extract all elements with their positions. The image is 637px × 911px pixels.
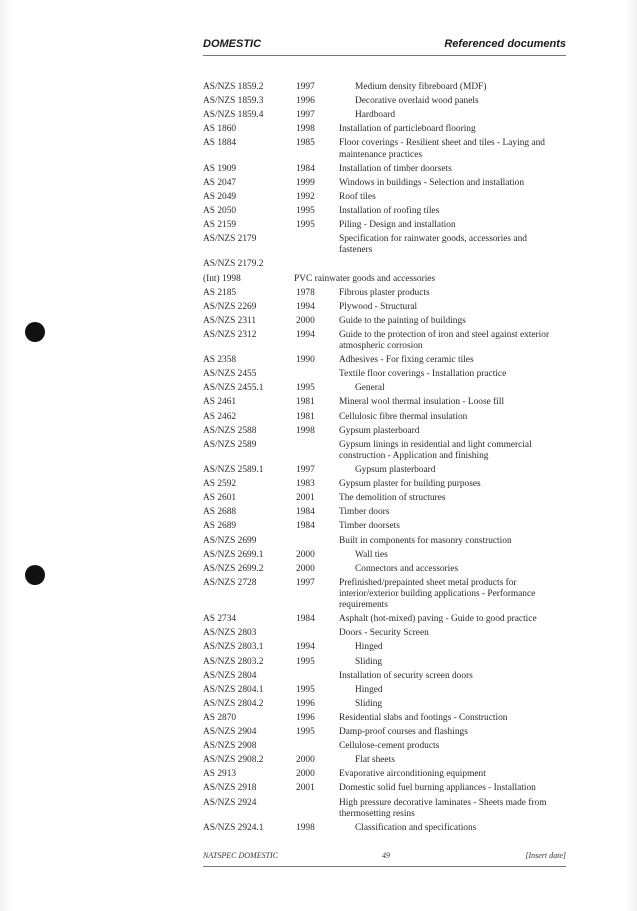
page-footer xyxy=(203,851,566,863)
document-year: 1984 xyxy=(296,163,315,174)
document-code: AS 1909 xyxy=(203,163,237,174)
document-code: AS/NZS 2803.1 xyxy=(203,642,264,653)
document-code: AS 2049 xyxy=(203,191,237,202)
document-entry xyxy=(203,355,573,366)
document-title: Residential slabs and footings - Construction xyxy=(339,712,508,723)
document-title: Built in components for masonry construction xyxy=(339,535,512,546)
document-year: 1981 xyxy=(296,411,315,422)
document-title: Adhesives - For fixing ceramic tiles xyxy=(339,355,474,366)
footer-date: [Insert date] xyxy=(525,851,566,860)
document-entry xyxy=(203,82,573,93)
document-entry xyxy=(203,220,573,231)
document-code: AS/NZS 2699.2 xyxy=(203,563,264,574)
document-code: AS/NZS 2699 xyxy=(203,535,257,546)
document-year: 1995 xyxy=(296,205,315,216)
document-entry xyxy=(203,412,573,423)
document-year: 1997 xyxy=(296,465,315,476)
document-title: Timber doorsets xyxy=(339,521,400,532)
document-entry xyxy=(203,671,573,682)
document-code: AS/NZS 2312 xyxy=(203,329,257,340)
document-entry xyxy=(203,288,573,299)
document-entry xyxy=(203,369,573,380)
document-entry xyxy=(203,727,573,738)
document-code: AS/NZS 2179 xyxy=(203,234,257,245)
document-code: AS/NZS 2311 xyxy=(203,315,257,326)
document-year: 1996 xyxy=(296,712,315,723)
document-title: Installation of particleboard flooring xyxy=(339,124,476,135)
document-title: Flat sheets xyxy=(355,755,395,766)
document-year: 1998 xyxy=(296,124,315,135)
document-entry xyxy=(203,521,573,532)
document-entry xyxy=(203,783,573,794)
document-code: AS 2688 xyxy=(203,507,237,518)
document-code: AS/NZS 2908.2 xyxy=(203,755,264,766)
document-title: Domestic solid fuel burning appliances - Installation xyxy=(339,783,536,794)
document-year: 2000 xyxy=(296,315,315,326)
document-year: 1992 xyxy=(296,191,315,202)
document-title: Plywood - Structural xyxy=(339,301,418,312)
document-entry xyxy=(203,192,573,203)
document-year: 1984 xyxy=(296,507,315,518)
document-entry xyxy=(203,823,573,834)
document-entry xyxy=(203,642,573,653)
document-year: 2000 xyxy=(296,549,315,560)
document-title: Wall ties xyxy=(355,549,388,560)
document-title: PVC rainwater goods and accessories xyxy=(294,273,436,284)
document-entry xyxy=(203,507,573,518)
document-code: AS/NZS 1859.4 xyxy=(203,110,264,121)
document-title: Connectors and accessories xyxy=(355,563,459,574)
document-entry xyxy=(203,178,573,189)
document-code: AS 2734 xyxy=(203,614,237,625)
document-title: Installation of security screen doors xyxy=(339,670,473,681)
document-title: Asphalt (hot-mixed) paving - Guide to good practice xyxy=(339,614,537,625)
document-code: AS/NZS 2803.2 xyxy=(203,656,264,667)
document-year: 2000 xyxy=(296,769,315,780)
document-title: Cellulosic fibre thermal insulation xyxy=(339,411,468,422)
punch-hole-top xyxy=(25,322,45,342)
document-code: AS 2358 xyxy=(203,355,237,366)
document-year: 1998 xyxy=(296,822,315,833)
document-year: 1983 xyxy=(296,479,315,490)
document-title: Gypsum plaster for building purposes xyxy=(339,479,481,490)
document-year: 1995 xyxy=(296,684,315,695)
document-title: General xyxy=(355,383,385,394)
document-code: AS/NZS 2804.1 xyxy=(203,684,264,695)
document-code: AS/NZS 2455.1 xyxy=(203,383,264,394)
document-title: Guide to the protection of iron and steel against exterior atmospheric corrosion xyxy=(339,329,550,352)
punch-hole-bottom xyxy=(25,565,45,585)
document-code: AS/NZS 2918 xyxy=(203,783,257,794)
document-title: Hardboard xyxy=(355,110,396,121)
document-code: AS/NZS 2908 xyxy=(203,741,257,752)
document-title: Evaporative airconditioning equipment xyxy=(339,769,486,780)
document-code: AS/NZS 2589.1 xyxy=(203,465,264,476)
document-code: AS/NZS 2699.1 xyxy=(203,549,264,560)
document-year: 1994 xyxy=(296,301,315,312)
document-title: Medium density fibreboard (MDF) xyxy=(355,82,487,92)
document-code: AS/NZS 2589 xyxy=(203,439,257,450)
document-year: 1985 xyxy=(296,138,315,149)
document-entry xyxy=(203,769,573,780)
document-year: 1981 xyxy=(296,397,315,408)
document-code: AS/NZS 1859.3 xyxy=(203,96,264,107)
document-entry xyxy=(203,564,573,575)
document-entry xyxy=(203,493,573,504)
document-entry xyxy=(203,699,573,710)
document-title: Roof tiles xyxy=(339,191,376,202)
page-number: 49 xyxy=(382,851,390,860)
document-year: 2001 xyxy=(296,493,315,504)
document-year: 2000 xyxy=(296,755,315,766)
document-year: 1984 xyxy=(296,521,315,532)
document-entry xyxy=(203,479,573,490)
document-entry xyxy=(203,234,573,256)
document-entry xyxy=(203,302,573,313)
document-code: AS/NZS 2455 xyxy=(203,369,257,380)
document-entry xyxy=(203,96,573,107)
document-title: Installation of timber doorsets xyxy=(339,163,452,174)
document-title: Doors - Security Screen xyxy=(339,628,429,639)
document-code: AS 2185 xyxy=(203,287,237,298)
document-code: AS 2601 xyxy=(203,493,237,504)
document-code: AS 2047 xyxy=(203,177,237,188)
document-entry xyxy=(203,798,573,820)
document-title: Piling - Design and installation xyxy=(339,220,456,231)
document-code: AS/NZS 2728 xyxy=(203,577,257,588)
document-title: Gypsum plasterboard xyxy=(339,425,420,436)
document-title: Gypsum linings in residential and light commercial construction - Application and finishing xyxy=(339,439,532,461)
document-entry xyxy=(203,316,573,327)
document-title: Damp-proof courses and flashings xyxy=(339,727,468,738)
document-code: AS/NZS 2924 xyxy=(203,797,257,808)
document-year: 1999 xyxy=(296,177,315,188)
document-entry xyxy=(203,259,573,270)
document-title: Installation of roofing tiles xyxy=(339,205,440,216)
document-entry xyxy=(203,657,573,668)
document-title: The demolition of structures xyxy=(339,493,446,504)
document-year: 1994 xyxy=(296,642,315,653)
document-code: AS 2159 xyxy=(203,220,237,231)
document-entry xyxy=(203,330,573,352)
document-entry xyxy=(203,755,573,766)
document-entry xyxy=(203,578,573,612)
document-entry xyxy=(203,397,573,408)
document-year: 1984 xyxy=(296,614,315,625)
document-entry xyxy=(203,124,573,135)
document-code: AS 1860 xyxy=(203,124,237,135)
document-code: (Int) 1998 xyxy=(203,273,241,284)
document-entry xyxy=(203,440,573,462)
header-document-title: Referenced documents xyxy=(444,38,566,50)
document-code: AS 2592 xyxy=(203,479,237,490)
document-code: AS 2913 xyxy=(203,769,237,780)
document-title: Hinged xyxy=(355,684,383,695)
document-title xyxy=(339,259,553,270)
document-code: AS 2462 xyxy=(203,411,237,422)
document-title: Prefinished/prepainted sheet metal products for interior/exterior building applications - Performance requirements xyxy=(339,577,536,611)
document-entry xyxy=(203,426,573,437)
document-code: AS/NZS 2803 xyxy=(203,628,257,639)
document-entry xyxy=(203,685,573,696)
footer-publisher: NATSPEC DOMESTIC xyxy=(203,851,279,860)
document-year: 1996 xyxy=(296,96,315,107)
document-code: AS 2461 xyxy=(203,397,237,408)
footer-divider xyxy=(203,866,566,867)
document-year: 1998 xyxy=(296,425,315,436)
document-year: 1990 xyxy=(296,355,315,366)
document-entry xyxy=(203,164,573,175)
document-year: 1996 xyxy=(296,698,315,709)
document-code: AS/NZS 2924.1 xyxy=(203,822,264,833)
document-title: Floor coverings - Resilient sheet and tiles - Laying and maintenance practices xyxy=(339,138,545,160)
document-year: 1997 xyxy=(296,82,315,92)
document-code: AS/NZS 1859.2 xyxy=(203,82,264,92)
document-title: Windows in buildings - Selection and installation xyxy=(339,177,525,188)
document-year: 1995 xyxy=(296,220,315,231)
document-entry xyxy=(203,383,573,394)
document-year: 1995 xyxy=(296,656,315,667)
document-entry xyxy=(203,628,573,639)
document-title: Gypsum plasterboard xyxy=(355,465,436,476)
document-entry xyxy=(203,138,573,160)
document-title: Cellulose-cement products xyxy=(339,741,440,752)
document-code: AS/NZS 2804 xyxy=(203,670,257,681)
document-code: AS/NZS 2804.2 xyxy=(203,698,264,709)
document-year: 1995 xyxy=(296,727,315,738)
page-header xyxy=(203,38,566,54)
header-section-title: DOMESTIC xyxy=(203,38,262,50)
document-year: 1997 xyxy=(296,577,315,588)
document-title: Sliding xyxy=(355,698,383,709)
document-entry xyxy=(203,206,573,217)
document-year: 2001 xyxy=(296,783,315,794)
document-code: AS 2050 xyxy=(203,205,237,216)
document-entry xyxy=(203,614,573,625)
document-title: High pressure decorative laminates - Sheets made from thermosetting resins xyxy=(339,797,547,819)
document-year: 1994 xyxy=(296,329,315,340)
document-entry xyxy=(203,550,573,561)
document-year: 2000 xyxy=(296,563,315,574)
document-entry xyxy=(203,536,573,547)
referenced-documents-list xyxy=(203,82,573,837)
document-entry xyxy=(203,713,573,724)
document-code: AS/NZS 2588 xyxy=(203,425,257,436)
document-title: Guide to the painting of buildings xyxy=(339,315,466,326)
document-code: AS 2870 xyxy=(203,712,237,723)
document-year: 1997 xyxy=(296,110,315,121)
document-code: AS/NZS 2904 xyxy=(203,727,257,738)
document-title: Textile floor coverings - Installation practice xyxy=(339,369,507,380)
document-code: AS/NZS 2269 xyxy=(203,301,257,312)
document-code: AS 2689 xyxy=(203,521,237,532)
document-title: Specification for rainwater goods, accessories and fasteners xyxy=(339,234,527,256)
header-divider xyxy=(203,55,566,56)
document-code: AS/NZS 2179.2 xyxy=(203,259,264,270)
document-title: Hinged xyxy=(355,642,383,653)
document-entry xyxy=(203,741,573,752)
document-entry xyxy=(203,274,573,285)
document-title: Mineral wool thermal insulation - Loose fill xyxy=(339,397,505,408)
document-code: AS 1884 xyxy=(203,138,237,149)
document-title: Decorative overlaid wood panels xyxy=(355,96,479,107)
document-year: 1978 xyxy=(296,287,315,298)
document-year: 1995 xyxy=(296,383,315,394)
document-title: Timber doors xyxy=(339,507,390,518)
document-entry xyxy=(203,110,573,121)
document-title: Classification and specifications xyxy=(355,822,477,833)
document-entry xyxy=(203,465,573,476)
document-title: Fibrous plaster products xyxy=(339,287,430,298)
document-title: Sliding xyxy=(355,656,383,667)
